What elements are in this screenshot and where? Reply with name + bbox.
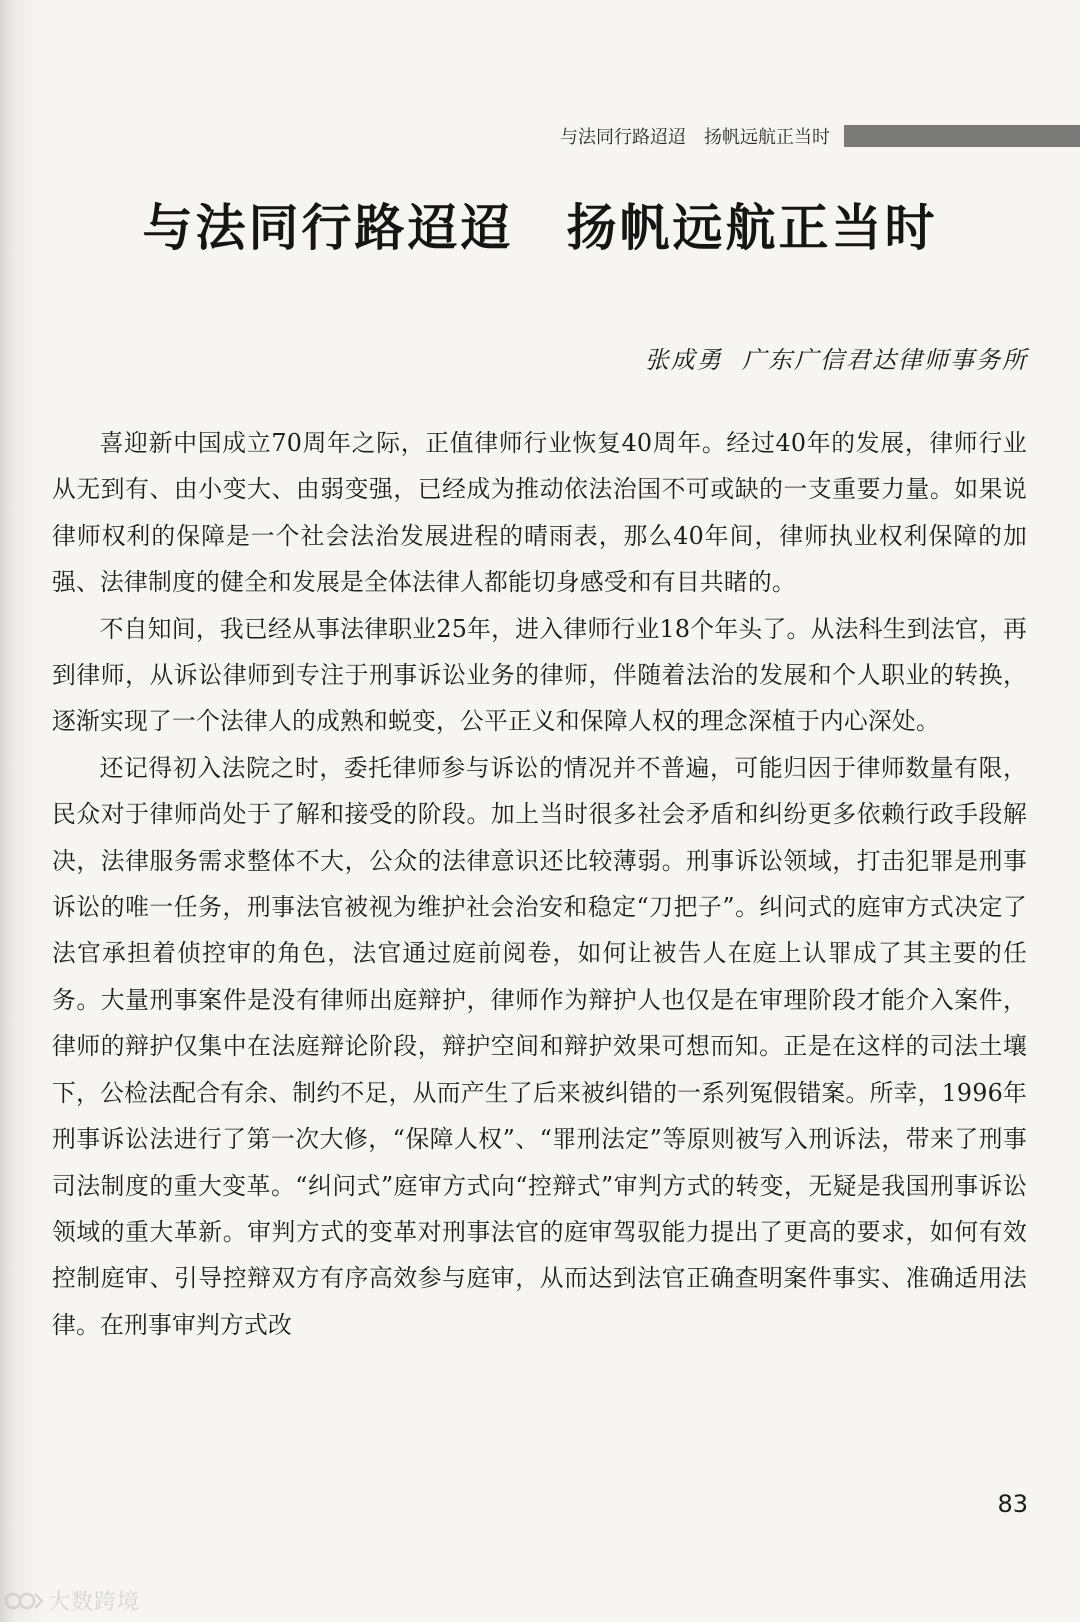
paragraph-1: 喜迎新中国成立70周年之际，正值律师行业恢复40周年。经过40年的发展，律师行业从无到有、由小变大、由弱变强，已经成为推动依法治国不可或缺的一支重要力量。如果说律师权利的保障是一个社会法治发展进程的晴雨表，那么40年间，律师执业权利保障的加强、法律制度的健全和发展是全体法律人都能切身感受和有目共睹的。 [52,429,1027,597]
running-head-bar [844,125,1080,147]
watermark [4,1585,140,1616]
article-body [52,420,1027,1348]
paragraph-2: 不自知间，我已经从事法律职业25年，进入律师行业18个年头了。从法科生到法官，再到律师，从诉讼律师到专注于刑事诉讼业务的律师，伴随着法治的发展和个人职业的转换，逐渐实现了一个法律人的成熟和蜕变，公平正义和保障人权的理念深植于内心深处。 [52,614,1027,736]
author-byline: 张成勇 广东广信君达律师事务所 [644,346,1028,374]
article-title: 与法同行路迢迢 扬帆远航正当时 [142,198,938,257]
running-head-text: 与法同行路迢迢 扬帆远航正当时 [560,127,830,148]
watermark-logo-icon [4,1589,44,1613]
watermark-text: 大数跨境 [48,1590,141,1615]
page-number: 83 [997,1490,1028,1518]
running-head [560,122,1080,150]
paragraph-3: 还记得初入法院之时，委托律师参与诉讼的情况并不普遍，可能归因于律师数量有限，民众对于律师尚处于了解和接受的阶段。加上当时很多社会矛盾和纠纷更多依赖行政手段解决，法律服务需求整体不大，公众的法律意识还比较薄弱。刑事诉讼领域，打击犯罪是刑事诉讼的唯一任务，刑事法官被视为维护社会治安和稳定“刀把子”。纠问式的庭审方式决定了法官承担着侦控审的角色，法官通过庭前阅卷，如何让被告人在庭上认罪成了其主要的任务。大量刑事案件是没有律师出庭辩护，律师作为辩护人也仅是在审理阶段才能介入案件，律师的辩护仅集中在法庭辩论阶段，辩护空间和辩护效果可想而知。正是在这样的司法土壤下，公检法配合有余、制约不足，从而产生了后来被纠错的一系列冤假错案。所幸，1996年刑事诉讼法进行了第一次大修，“保障人权”、“罪刑法定”等原则被写入刑诉法，带来了刑事司法制度的重大变革。“纠问式”庭审方式向“控辩式”审判方式的转变，无疑是我国刑事诉讼领域的重大革新。审判方式的变革对刑事法官的庭审驾驭能力提出了更高的要求，如何有效控制庭审、引导控辩双方有序高效参与庭审，从而达到法官正确查明案件事实、准确适用法律。在刑事审判方式改 [52,753,1027,1339]
